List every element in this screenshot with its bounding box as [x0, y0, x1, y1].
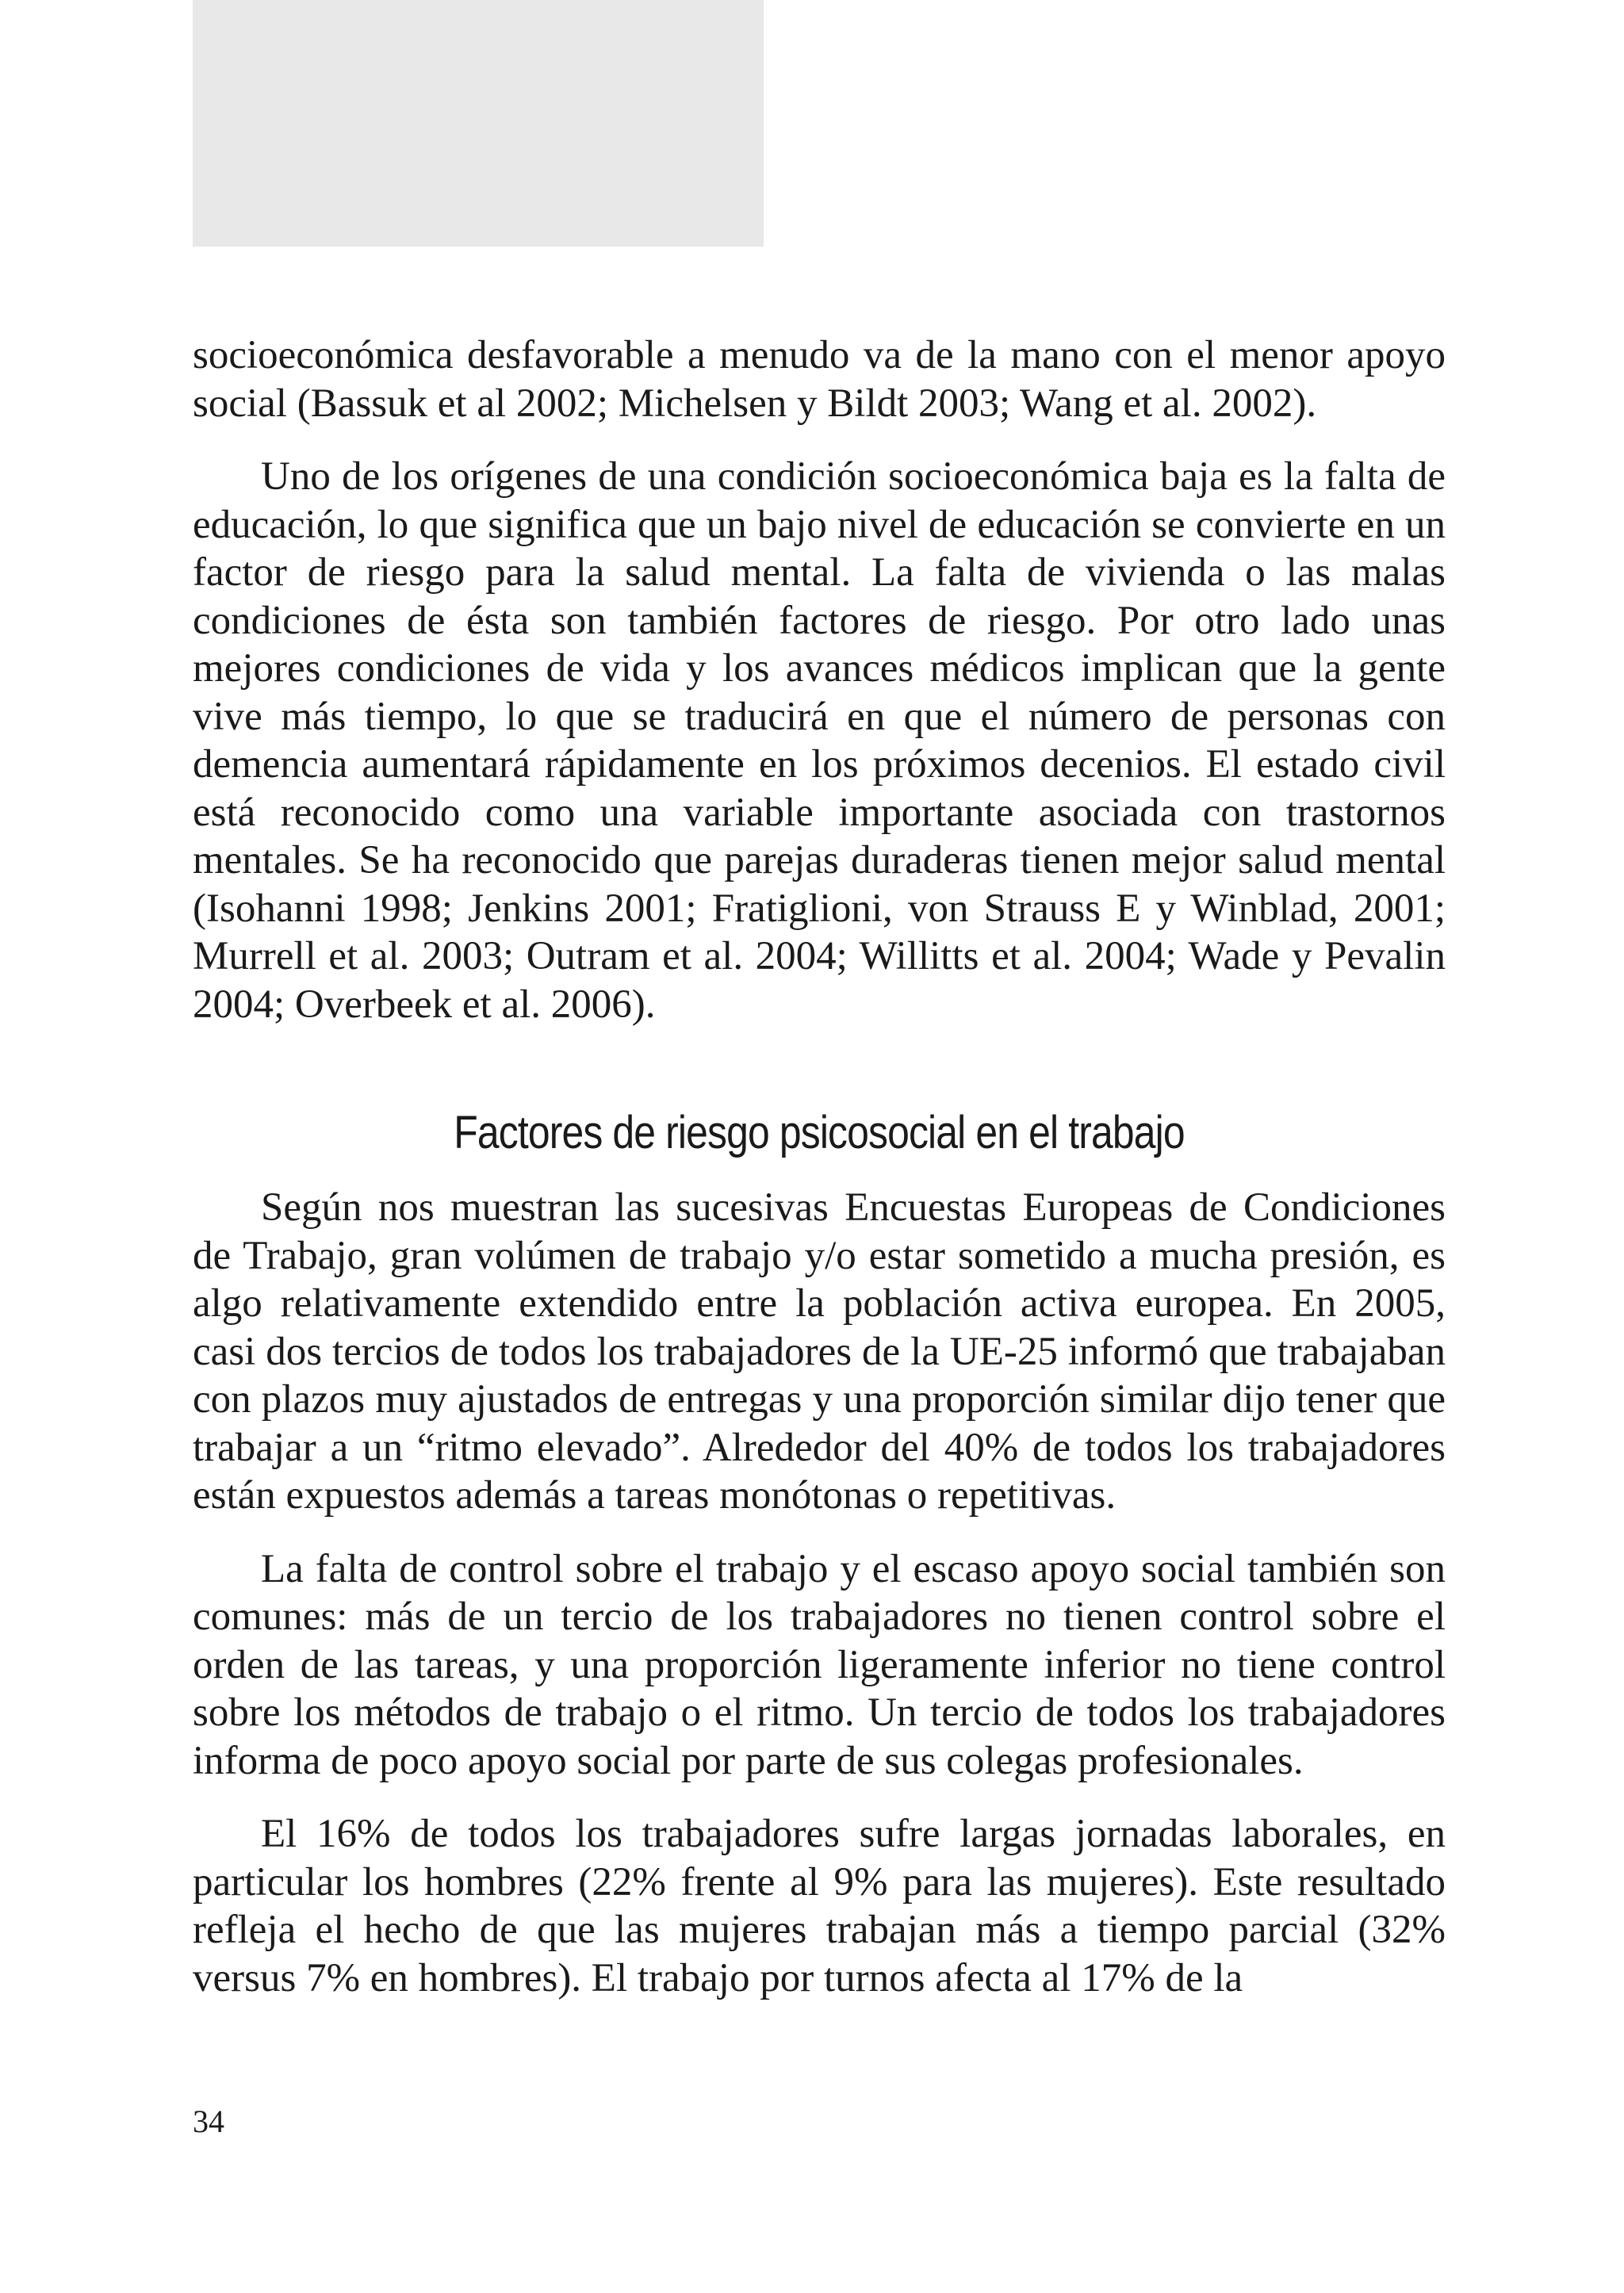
- section-heading: Factores de riesgo psicosocial en el trabajo: [454, 1107, 1185, 1158]
- top-text-block: [193, 331, 1446, 1028]
- paragraph-socioeconomic: Uno de los orígenes de una condición socioeconómica baja es la falta de educación, lo que significa que un bajo nivel de educación se convierte en un factor de riesgo para la salud mental. La falta de vivienda o las malas condiciones de ésta son también factores de riesgo. Por otro lado unas mejores condiciones de vida y los avances médicos implican que la gente vive más tiempo, lo que se traducirá en que el número de personas con demencia aumentará rápidamente en los próximos decenios. El estado civil está reconocido como una variable importante asociada con trastornos mentales. Se ha reconocido que parejas duraderas tienen mejor salud mental (Isohanni 1998; Jenkins 2001; Fratiglioni, von Strauss E y Winblad, 2001; Murrell et al. 2003; Outram et al. 2004; Willitts et al. 2004; Wade y Pevalin 2004; Overbeek et al. 2006).: [193, 454, 1446, 1027]
- section-text-block: [193, 1184, 1446, 2002]
- header-placeholder-block: [193, 0, 764, 247]
- paragraph-continuation: socioeconómica desfavorable a menudo va de la mano con el menor apoyo social (Bassuk et al 2002; Michelsen y Bildt 2003; Wang et al. 2002).: [193, 333, 1446, 426]
- paragraph-working-hours: El 16% de todos los trabajadores sufre largas jornadas laborales, en particular los hombres (22% frente al 9% para las mujeres). Este resultado refleja el hecho de que las mujeres trabajan más a tiempo parcial (32% versus 7% en hombres). El trabajo por turnos afecta al 17% de la: [193, 1812, 1446, 2000]
- paragraph-surveys: Según nos muestran las sucesivas Encuestas Europeas de Condiciones de Trabajo, gran volúmen de trabajo y/o estar sometido a mucha presión, es algo relativamente extendido entre la población activa europea. En 2005, casi dos tercios de todos los trabajadores de la UE-25 informó que trabajaban con plazos muy ajustados de entregas y una proporción similar dijo tener que trabajar a un “ritmo elevado”. Alrededor del 40% de todos los trabajadores están expuestos además a tareas monótonas o repetitivas.: [193, 1185, 1446, 1518]
- paragraph-control: La falta de control sobre el trabajo y el escaso apoyo social también son comunes: más de un tercio de los trabajadores no tienen control sobre el orden de las tareas, y una proporción ligeramente inferior no tiene control sobre los métodos de trabajo o el ritmo. Un tercio de todos los trabajadores informa de poco apoyo social por parte de sus colegas profesionales.: [193, 1546, 1446, 1783]
- page-number: 34: [193, 2104, 224, 2139]
